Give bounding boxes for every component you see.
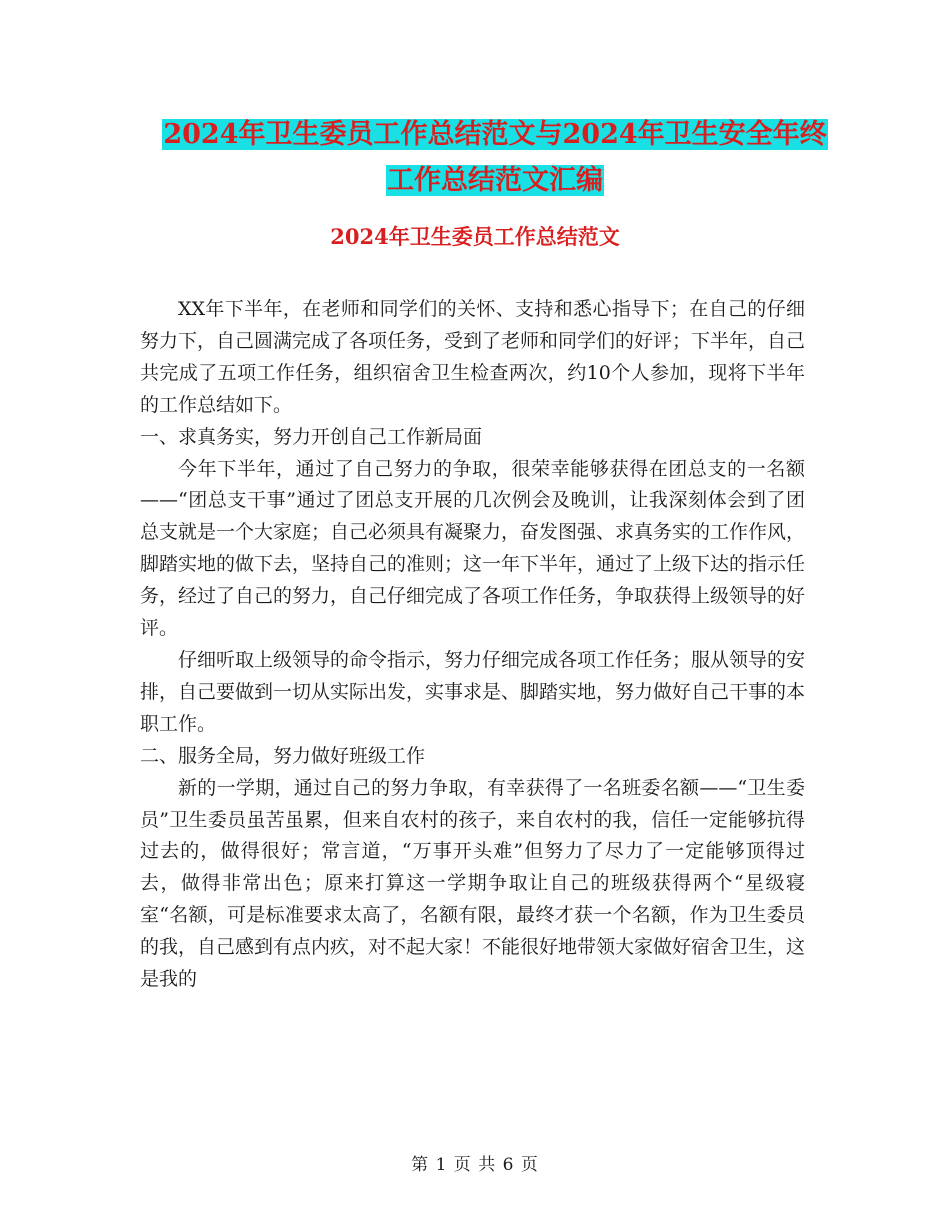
heading-one: 一、求真务实，努力开创自己工作新局面: [140, 425, 483, 448]
title-line-1: 2024年卫生委员工作总结范文与2024年卫生安全年终: [163, 119, 827, 150]
document-title: [140, 112, 850, 204]
document-body: [140, 294, 805, 996]
page-footer: 第 1 页 共 6 页: [411, 1155, 539, 1175]
paragraph-intro: XX年下半年，在老师和同学们的关怀、支持和悉心指导下；在自己的仔细努力下，自己圆满完成了各项任务，受到了老师和同学们的好评；下半年，自己共完成了五项工作任务，组织宿舍卫生检查两次，约10个人参加，现将下半年的工作总结如下。: [140, 298, 806, 416]
section-title: 2024年卫生委员工作总结范文: [330, 224, 620, 249]
title-line-2: 工作总结范文汇编: [387, 165, 603, 196]
paragraph-one-a: 今年下半年，通过了自己努力的争取，很荣幸能够获得在团总支的一名额——“团总支干事”通过了团总支开展的几次例会及晚训，让我深刻体会到了团总支就是一个大家庭；自己必须具有凝聚力，奋发图强、求真务实的工作作风，脚踏实地的做下去，坚持自己的准则；这一年下半年，通过了上级下达的指示任务，经过了自己的努力，自己仔细完成了各项工作任务，争取获得上级领导的好评。: [140, 457, 806, 640]
paragraph-two-a: 新的一学期，通过自己的努力争取，有幸获得了一名班委名额——“卫生委员”卫生委员虽苦虽累，但来自农村的孩子，来自农村的我，信任一定能够抗得过去的，做得很好；常言道，“万事开头难”但努力了尽力了一定能够顶得过去，做得非常出色；原来打算这一学期争取让自己的班级获得两个“星级寝室“名额，可是标准要求太高了，名额有限，最终才获一个名额，作为卫生委员的我，自己感到有点内疚，对不起大家！不能很好地带领大家做好宿舍卫生，这是我的: [140, 776, 806, 991]
heading-two: 二、服务全局，努力做好班级工作: [140, 744, 426, 767]
paragraph-one-b: 仔细听取上级领导的命令指示，努力仔细完成各项工作任务；服从领导的安排，自己要做到一切从实际出发，实事求是、脚踏实地，努力做好自己干事的本职工作。: [140, 648, 806, 735]
